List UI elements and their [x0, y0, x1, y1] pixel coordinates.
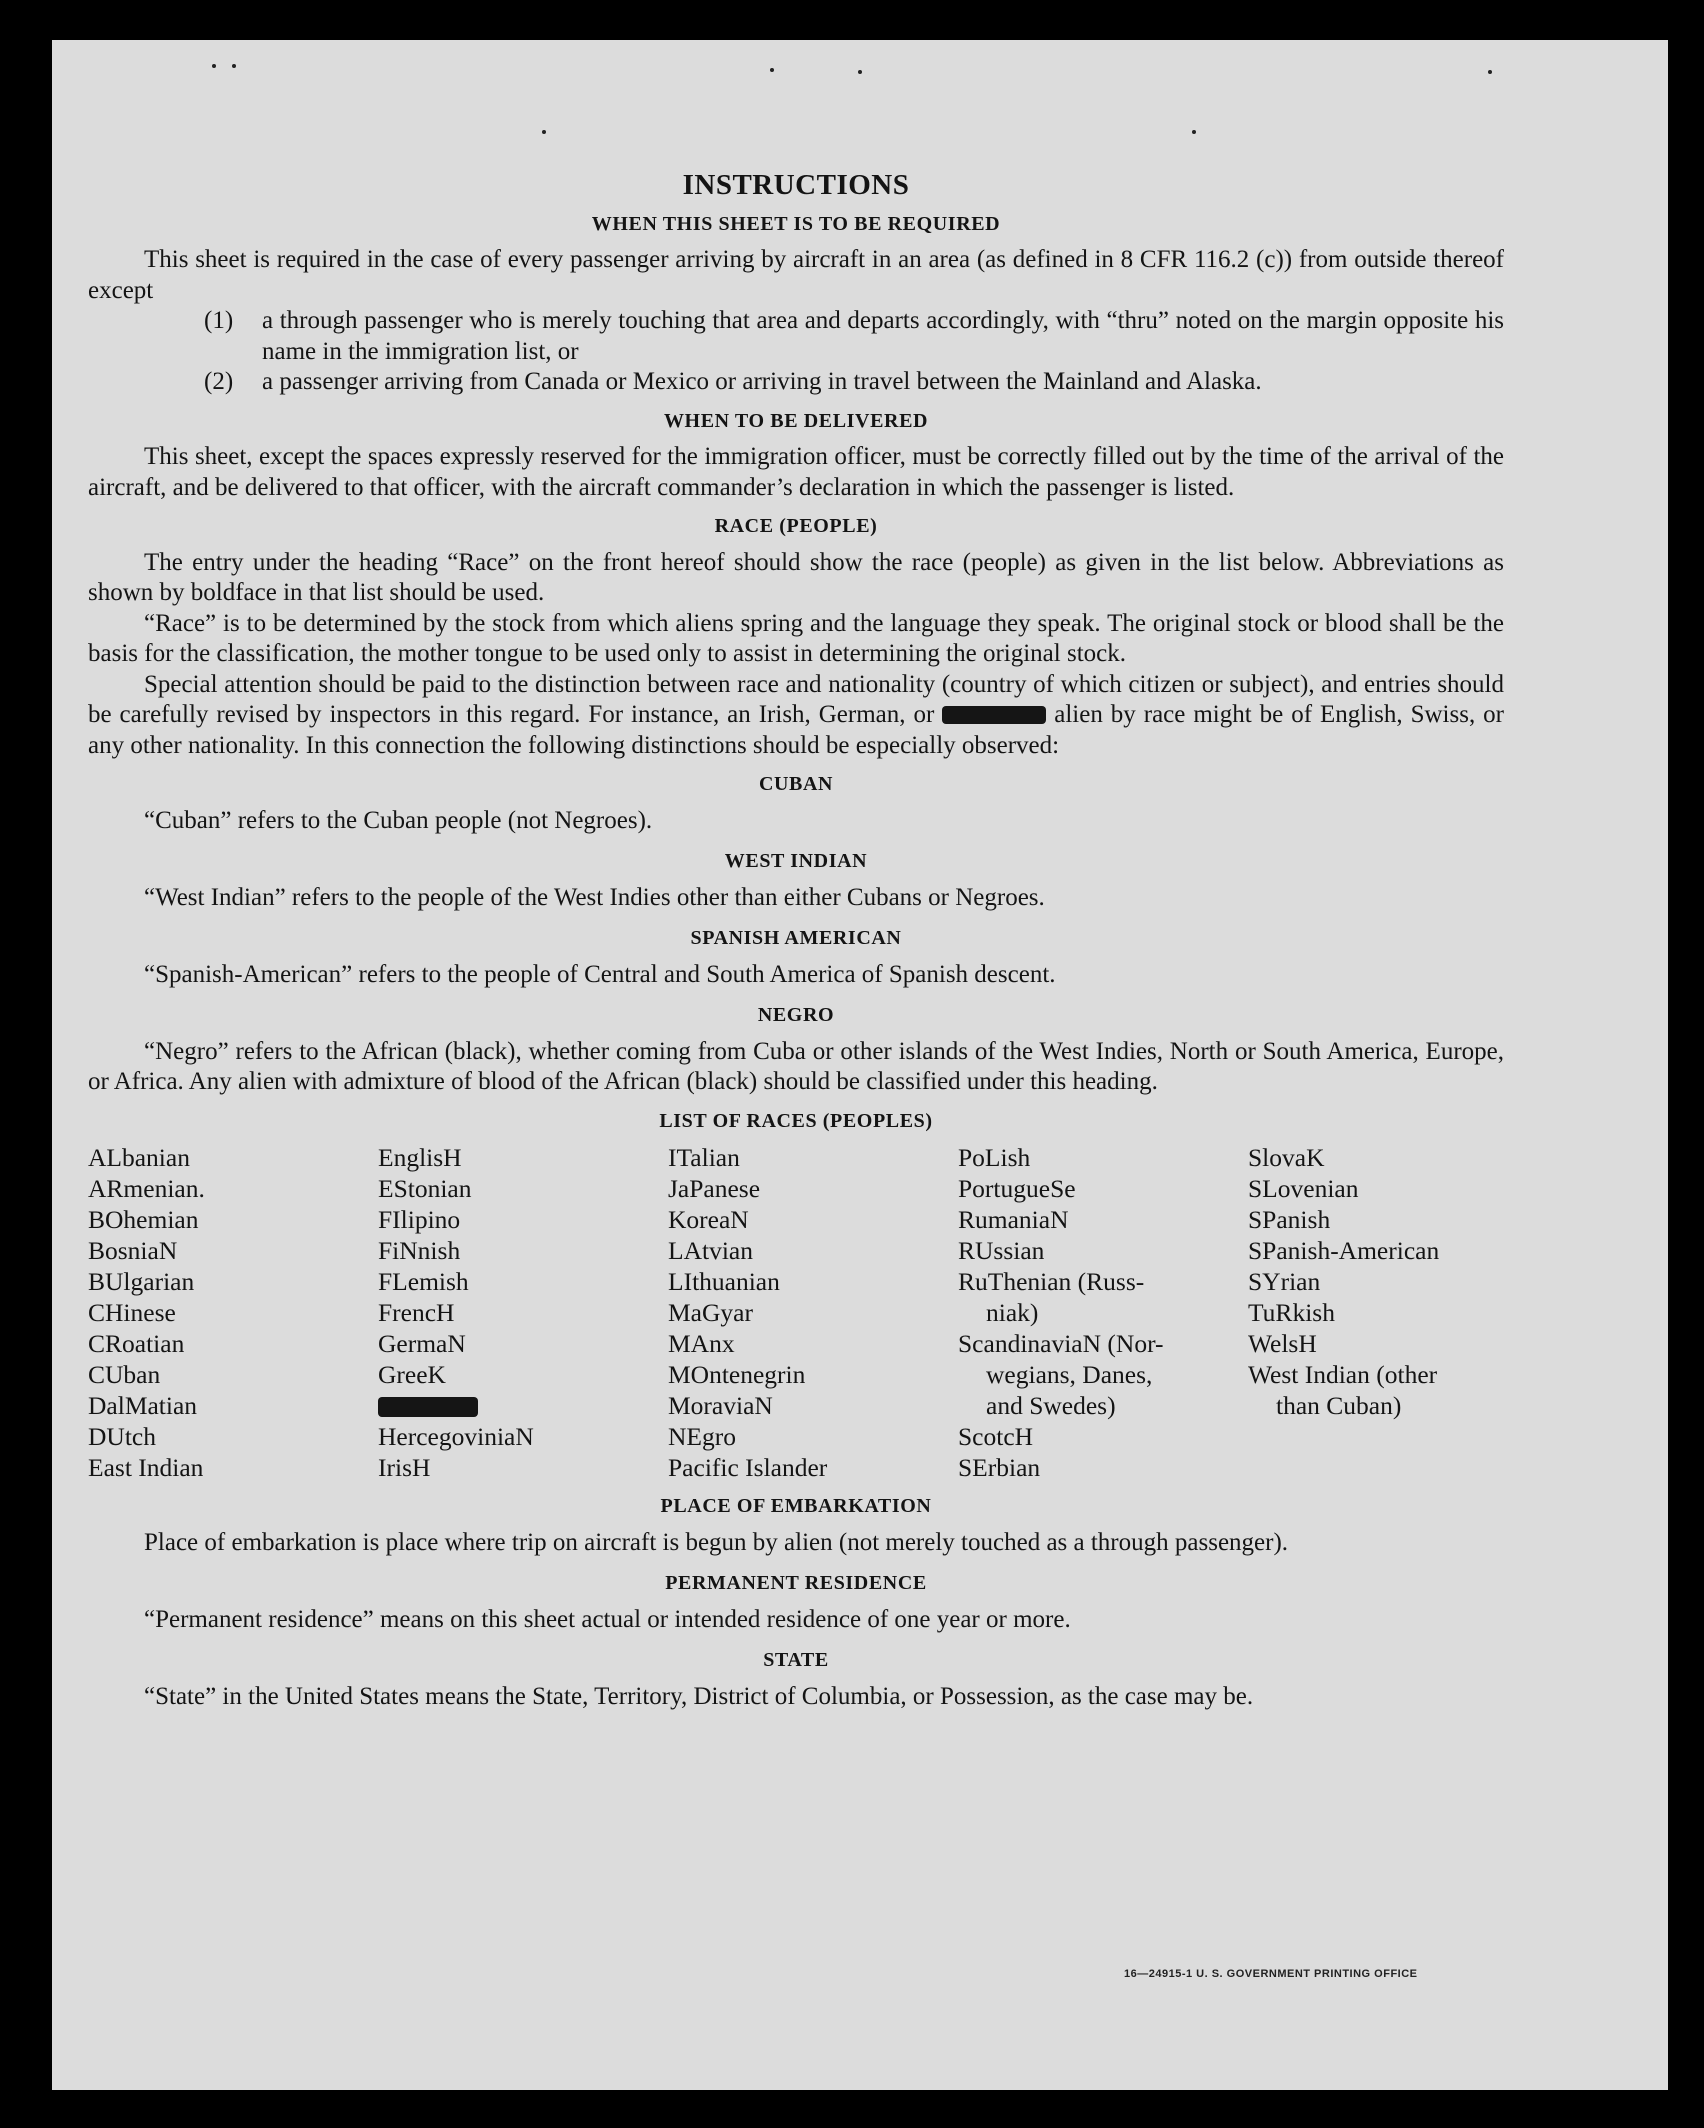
heading-spanish-american: SPANISH AMERICAN	[690, 927, 902, 949]
west-indian-paragraph: “West Indian” refers to the people of the West Indies other than either Cubans or Negroes.	[144, 883, 1045, 911]
delivered-paragraph: This sheet, except the spaces expressly reserved for the immigration officer, must be correctly filled out by the time of the arrival of the aircraft, and be delivered to that officer, with the aircraft commander’s declaration in which the passenger is listed.	[88, 443, 1504, 501]
races-list	[88, 1142, 1504, 1483]
race-entry: SYrian	[1248, 1267, 1321, 1296]
exception-text: a passenger arriving from Canada or Mexico or arriving in travel between the Mainland and Alaska.	[262, 368, 1262, 395]
page-title: INSTRUCTIONS	[682, 169, 910, 201]
race-entry: MAnx	[668, 1329, 735, 1358]
heading-cuban: CUBAN	[758, 773, 834, 795]
exception-item-1	[204, 306, 1504, 367]
race-entry: SErbian	[958, 1453, 1041, 1482]
race-entry: MOntenegrin	[668, 1360, 806, 1389]
races-column-5	[1248, 1142, 1504, 1483]
race-entry-continued: niak)	[986, 1298, 1039, 1327]
race-entry: SPanish	[1248, 1205, 1331, 1234]
speck	[542, 130, 546, 134]
race-entry: ScandinaviaN (Nor-	[958, 1329, 1164, 1358]
race-entry: EnglisH	[378, 1143, 462, 1172]
race-entry: FiNnish	[378, 1236, 461, 1265]
speck	[1192, 130, 1196, 134]
race-entry: BOhemian	[88, 1205, 199, 1234]
heading-embarkation: PLACE OF EMBARKATION	[660, 1495, 932, 1517]
race-entry: DalMatian	[88, 1391, 198, 1420]
race-entry: East Indian	[88, 1453, 204, 1482]
race-paragraph-3	[88, 670, 1504, 762]
exception-item-2	[204, 367, 1504, 398]
heading-state: STATE	[763, 1649, 829, 1671]
residence-paragraph: “Permanent residence” means on this sheet actual or intended residence of one year or more.	[144, 1605, 1071, 1633]
race-entry: FLemish	[378, 1267, 469, 1296]
race-entry: MaGyar	[668, 1298, 753, 1327]
heading-negro: NEGRO	[757, 1004, 835, 1026]
race-entry: SLovenian	[1248, 1174, 1359, 1203]
race-entry: RuThenian (Russ-	[958, 1267, 1145, 1296]
race-entry: EStonian	[378, 1174, 472, 1203]
race-entry-continued: than Cuban)	[1276, 1391, 1402, 1420]
spanish-american-paragraph: “Spanish-American” refers to the people of Central and South America of Spanish descent.	[144, 960, 1056, 988]
redaction-mark	[378, 1397, 478, 1417]
race-entry: ITalian	[668, 1143, 740, 1172]
heading-delivered: WHEN TO BE DELIVERED	[663, 409, 929, 432]
race-entry: NEgro	[668, 1422, 736, 1451]
race-entry: RumaniaN	[958, 1205, 1069, 1234]
race-entry: ARmenian.	[88, 1174, 205, 1203]
race-entry: JaPanese	[668, 1174, 761, 1203]
race-entry: MoraviaN	[668, 1391, 773, 1420]
race-entry: PoLish	[958, 1143, 1031, 1172]
speck	[212, 64, 216, 68]
race-paragraph-3b: alien by race might be of English, Swiss, or any other nationality. In this connection the following distinctions should be especially observed:	[88, 701, 1504, 759]
race-entry: GermaN	[378, 1329, 466, 1358]
cuban-paragraph: “Cuban” refers to the Cuban people (not Negroes).	[144, 806, 653, 834]
race-entry: TuRkish	[1248, 1298, 1335, 1327]
race-entry: GreeK	[378, 1360, 446, 1389]
race-paragraph-2: “Race” is to be determined by the stock from which aliens spring and the language they speak. The original stock or blood shall be the basis for the classification, the mother tongue to be used only to assist in determining the original stock.	[88, 609, 1504, 667]
speck	[858, 70, 862, 74]
race-entry: ALbanian	[88, 1143, 190, 1172]
speck	[232, 64, 236, 68]
race-entry: LIthuanian	[668, 1267, 780, 1296]
race-paragraph-1: The entry under the heading “Race” on the front hereof should show the race (people) as given in the list below. Abbreviations as shown by boldface in that list should be used.	[88, 548, 1504, 606]
race-entry: West Indian (other	[1248, 1360, 1438, 1389]
races-column-4	[958, 1142, 1248, 1483]
state-paragraph: “State” in the United States means the State, Territory, District of Columbia, or Possession, as the case may be.	[144, 1682, 1254, 1710]
exception-text: a through passenger who is merely touching that area and departs accordingly, with “thru” noted on the margin opposite his name in the immigration list, or	[262, 307, 1504, 365]
race-paragraph-3a: Special attention should be paid to the distinction between race and nationality (country of which citizen or subject), and entries should be carefully revised by inspectors in this regard. For instance, an Irish, German, or	[88, 670, 1504, 728]
races-column-2	[378, 1142, 668, 1483]
race-entry-continued: wegians, Danes,	[986, 1360, 1153, 1389]
races-column-3	[668, 1142, 958, 1483]
race-entry: IrisH	[378, 1453, 431, 1482]
negro-paragraph: “Negro” refers to the African (black), whether coming from Cuba or other islands of the West Indies, North or South America, Europe, or Africa. Any alien with admixture of blood of the African (black) should be classified under this heading.	[88, 1037, 1504, 1095]
heading-residence: PERMANENT RESIDENCE	[665, 1572, 927, 1594]
race-entry: Pacific Islander	[668, 1453, 828, 1482]
race-entry: KoreaN	[668, 1205, 749, 1234]
required-paragraph: This sheet is required in the case of every passenger arriving by aircraft in an area (as defined in 8 CFR 116.2 (c)) from outside thereof except	[88, 246, 1504, 304]
heading-west-indian: WEST INDIAN	[724, 850, 868, 872]
redaction-mark	[942, 706, 1046, 724]
race-entry: ScotcH	[958, 1422, 1034, 1451]
race-entry: WelsH	[1248, 1329, 1317, 1358]
race-entry: HercegoviniaN	[378, 1422, 534, 1451]
race-entry: BosniaN	[88, 1236, 178, 1265]
race-entry: PortugueSe	[958, 1174, 1076, 1203]
heading-race: RACE (PEOPLE)	[714, 515, 878, 537]
race-entry-continued: and Swedes)	[986, 1391, 1116, 1420]
race-entry: CRoatian	[88, 1329, 185, 1358]
printer-imprint: 16—24915-1 U. S. GOVERNMENT PRINTING OFFICE	[1124, 1968, 1418, 1980]
heading-list-of-races: LIST OF RACES (PEOPLES)	[659, 1109, 933, 1132]
race-entry: DUtch	[88, 1422, 156, 1451]
race-entry: FrencH	[378, 1298, 455, 1327]
exception-number: (2)	[204, 368, 234, 395]
race-entry: FIlipino	[378, 1205, 461, 1234]
race-entry: BUlgarian	[88, 1267, 195, 1296]
speck	[1488, 70, 1492, 74]
heading-required: WHEN THIS SHEET IS TO BE REQUIRED	[591, 212, 1001, 235]
race-entry: LAtvian	[668, 1236, 753, 1265]
race-entry: CUban	[88, 1360, 161, 1389]
speck	[770, 68, 774, 72]
instructions-body	[88, 170, 1504, 1712]
race-entry: RUssian	[958, 1236, 1045, 1265]
race-entry: SPanish-American	[1248, 1236, 1440, 1265]
race-entry: CHinese	[88, 1298, 176, 1327]
exception-number: (1)	[204, 307, 234, 334]
races-column-1	[88, 1142, 378, 1483]
embarkation-paragraph: Place of embarkation is place where trip on aircraft is begun by alien (not merely touched as a through passenger).	[144, 1528, 1289, 1556]
race-entry-redacted	[378, 1390, 668, 1421]
race-entry: SlovaK	[1248, 1143, 1325, 1172]
document-page	[52, 40, 1668, 2090]
